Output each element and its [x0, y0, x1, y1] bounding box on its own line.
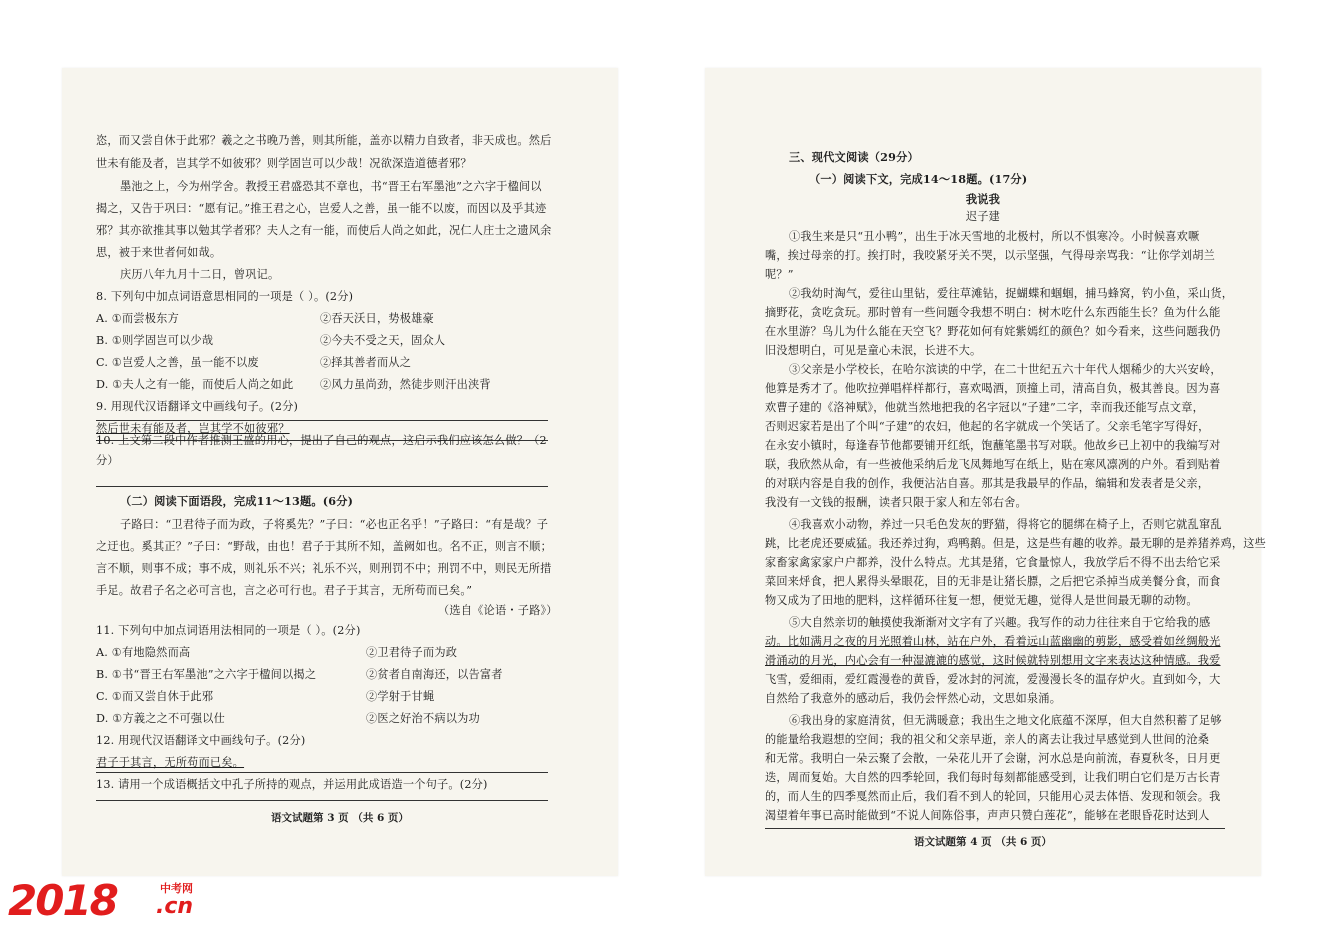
logo-year: 2018: [8, 876, 117, 925]
text-line: 我没有一文钱的报酬，读者只限于家人和左邻右舍。: [765, 496, 1027, 509]
option-c2: ②学射于甘蝇: [366, 690, 435, 703]
option-b1: B. ①书“晋王右军墨池”之六字于楹间以揭之: [96, 668, 317, 681]
text-line: 在水里游？鸟儿为什么能在天空飞？野花如何有姹紫嫣红的颜色？如今看来，这些问题我仍: [765, 325, 1221, 338]
answer-rule: [96, 420, 548, 421]
text-line: 跳，比老虎还要威猛。我还养过狗，鸡鸭鹅。但是，这是些有趣的收养。最无聊的是养猪养鸡，这些: [765, 537, 1267, 550]
logo-site-name: 中考网: [160, 882, 193, 895]
text-line: 在永安小镇时，每逢春节他都要铺开红纸，饱蘸笔墨书写对联。他故乡已上初中的我编写对: [765, 439, 1221, 452]
text-line: 子路曰：“卫君待子而为政，子将奚先？”子曰：“必也正名乎！”子路曰：“有是哉？子: [120, 518, 549, 531]
option-a1: A. ①有地隐然而高: [96, 646, 191, 659]
answer-line-12: 君子于其言，无所苟而已矣。: [96, 756, 245, 769]
text-line: 滑涌动的月光，内心会有一种湿漉漉的感觉，这时候就特别想用文字来表达这种情感。我爱: [765, 654, 1221, 667]
question-11: 11. 下列句中加点词语用法相同的一项是（ ）。(2分): [96, 624, 361, 637]
question-9: 9. 用现代汉语翻译文中画线句子。(2分): [96, 400, 299, 413]
logo-domain: .cn: [156, 894, 194, 919]
section-heading-3: 三、现代文阅读（29分）: [789, 150, 919, 164]
text-line: 摘野花，贪吃贪玩。那时曾有一些问题令我想不明白：树木吃什么东西能生长？鱼为什么能: [765, 306, 1221, 319]
article-author: 迟子建: [965, 210, 1001, 223]
text-line: 嘴，挨过母亲的打。挨打时，我咬紧牙关不哭，以示坚强，气得母亲骂我：“让你学刘胡兰: [765, 249, 1216, 262]
subsection-heading: （一）阅读下文，完成14～18题。(17分): [809, 172, 1028, 186]
answer-rule: [96, 800, 548, 801]
answer-rule: [96, 772, 548, 773]
text-line: 的能量给我遐想的空间；我的祖父和父亲早逝，亲人的离去让我过早感觉到人世间的沧桑: [765, 733, 1210, 746]
text-line: 和无常。我明白一朵云聚了会散，一朵花儿开了会谢，河水总是向前流，春夏秋冬，日月更: [765, 752, 1221, 765]
text-line: 欢曹子建的《洛神赋》，他就当然地把我的名字冠以“子建”二字，幸而我还能写点文章，: [765, 401, 1204, 414]
option-d1: D. ①方義之之不可强以仕: [96, 712, 226, 725]
option-a2: ②卫君待子而为政: [366, 646, 458, 659]
text-line: ②我幼时淘气，爱往山里钻，爱往草滩钻，捉蝴蝶和蝈蝈，捕马蜂窝，钓小鱼，采山货，: [789, 287, 1234, 300]
article-title: 我说我: [965, 192, 1001, 206]
question-10-tail: 分）: [96, 454, 119, 467]
page-footer: 语文试题第 3 页 （共 6 页）: [271, 812, 409, 824]
text-line: 的对联内容是自我的创作，我便沾沾自喜。那其是我最早的作品，编辑和发表者是父亲，: [765, 477, 1210, 490]
text-line: 世未有能及者，岂其学不如彼邪？则学固岂可以少哉！况欲深造道德者邪？: [96, 157, 472, 170]
text-line: 家畜家禽家家户户都养，没什么特点。尤其是猪，它食量惊人，我放学后不得不出去给它采: [765, 556, 1221, 569]
text-line: ③父亲是小学校长，在哈尔滨读的中学，在二十世纪五六十年代人烟稀少的大兴安岭，: [789, 363, 1222, 376]
text-line: 否则迟家若是出了个叫“子建”的农妇，他起的名字就成一个笑话了。父亲毛笔字写得好，: [765, 420, 1210, 433]
page-footer: 语文试题第 4 页 （共 6 页）: [914, 836, 1052, 848]
text-line: 言不顺，则事不成；事不成，则礼乐不兴；礼乐不兴，则刑罚不中；刑罚不中，则民无所措: [96, 562, 552, 575]
text-line: 之迂也。奚其正？”子曰：“野哉，由也！君子于其所不知，盖阙如也。名不正，则言不顺；: [96, 540, 552, 553]
option-b1: B. ①则学固岂可以少哉: [96, 334, 214, 347]
option-a2: ②吞天沃日，势极雄豪: [320, 312, 434, 325]
option-b2: ②贫者自南海还，以告富者: [366, 668, 503, 681]
text-line: 揭之，又告于巩曰：“愿有记。”推王君之心，岂爱人之善，虽一能不以废，而因以及乎其迹: [96, 202, 547, 215]
site-logo[interactable]: [2, 872, 212, 930]
option-c1: C. ①而又尝自休于此邪: [96, 690, 214, 703]
question-13: 13. 请用一个成语概括文中孔子所持的观点，并运用此成语造一个句子。(2分): [96, 778, 488, 791]
text-line: 动。比如满月之夜的月光照着山林，站在户外，看着远山蓝幽幽的剪影，感受着如丝绸般光: [765, 635, 1221, 648]
text-line: 他算是秀才了。他吹拉弹唱样样都行，喜欢喝酒，顶撞上司，清高自负，极其善良。因为喜: [765, 382, 1221, 395]
text-line: 迭，周而复始。大自然的四季轮回，我们每时每刻都能感受到，让我们明白它们是万古长青: [765, 771, 1221, 784]
text-line: 庆历八年九月十二日，曾巩记。: [120, 268, 280, 281]
text-line: ⑥我出身的家庭清贫，但无满暖意；我出生之地文化底蕴不深厚，但大自然积蓄了足够: [789, 714, 1222, 727]
text-line: ④我喜欢小动物，养过一只毛色发灰的野猫，得将它的腿绑在椅子上，否则它就乱窜乱: [789, 518, 1222, 531]
option-c2: ②择其善者而从之: [320, 356, 412, 369]
answer-line-9: 然后世未有能及者，岂其学不如彼邪？: [96, 422, 290, 435]
text-line: 旧没想明白，可见是童心未泯，长进不大。: [765, 344, 982, 357]
question-12: 12. 用现代汉语翻译文中画线句子。(2分): [96, 734, 306, 747]
option-c1: C. ①岂爱人之善，虽一能不以废: [96, 356, 259, 369]
text-line: 邪？其亦欲推其事以勉其学者邪？夫人之有一能，而使后人尚之如此，况仁人庄士之遗风余: [96, 224, 552, 237]
option-d2: ②风力虽尚劲，然徒步则汗出浃背: [320, 378, 491, 391]
option-b2: ②今夫不受之天，固众人: [320, 334, 446, 347]
text-line: 联，我欣然从命，有一些被他采纳后龙飞凤舞地写在纸上，贴在寒风凛冽的户外。看到贴着: [765, 458, 1221, 471]
option-a1: A. ①而尝极东方: [96, 312, 179, 325]
text-line: 墨池之上，今为州学舍。教授王君盛恐其不章也，书“晋王右军墨池”之六字于楹间以: [120, 180, 542, 193]
option-d1: D. ①夫人之有一能，而使后人尚之如此: [96, 378, 294, 391]
text-line: ①我生来是只“丑小鸭”，出生于冰天雪地的北极村，所以不惧寒冷。小时候喜欢噘: [789, 230, 1200, 243]
question-10: 10. 上文第二段中作者推测王盛的用心，提出了自己的观点，这启示我们应该怎么做？（2: [96, 434, 547, 447]
text-line: 手足。故君子名之必可言也，言之必可行也。君子于其言，无所苟而已矣。”: [96, 584, 473, 597]
text-line: 物又成为了田地的肥料，这样循环往复一想，便觉无趣，觉得人是世间最无聊的动物。: [765, 594, 1198, 607]
text-line: 渴望着年事已高时能做到“不说人间陈俗事，声声只赞白莲花”，能够在老眼昏花时达到人: [765, 809, 1210, 822]
answer-rule: [96, 486, 548, 487]
text-line: 飞雪，爱细雨，爱红霞漫卷的黄昏，爱冰封的河流，爱漫漫长冬的温存炉火。直到如今，大: [765, 673, 1221, 686]
exam-page-4: [705, 68, 1267, 876]
option-d2: ②医之好治不病以为功: [366, 712, 480, 725]
text-line: 菜回来烀食，把人累得头晕眼花，目的无非是让猪长膘，之后把它杀掉当成美餐分食，而食: [765, 575, 1221, 588]
text-line: 恣，而又尝自休于此邪？羲之之书晚乃善，则其所能，盖亦以精力自致者，非天成也。然后: [96, 134, 552, 147]
text-line: 自然给了我意外的感动后，我仍会怦然心动，文思如泉涌。: [765, 692, 1062, 705]
text-line: 思，被于来世者何如哉。: [96, 246, 222, 259]
text-line: 的，而人生的四季戛然而止后，我们看不到人的轮回，只能用心灵去体悟、发现和领会。我: [765, 790, 1221, 803]
question-8: 8. 下列句中加点词语意思相同的一项是（ ）。(2分): [96, 290, 354, 303]
section-heading-2: （二）阅读下面语段，完成11～13题。(6分): [120, 494, 354, 508]
text-line: ⑤大自然亲切的触摸使我渐渐对文字有了兴趣。我写作的动力往往来自于它给我的感: [789, 616, 1211, 629]
text-line: 呢？”: [765, 268, 794, 281]
source-note: （选自《论语・子路》）: [438, 604, 558, 617]
footer-rule: [765, 828, 1225, 829]
exam-page-3: [62, 68, 618, 876]
